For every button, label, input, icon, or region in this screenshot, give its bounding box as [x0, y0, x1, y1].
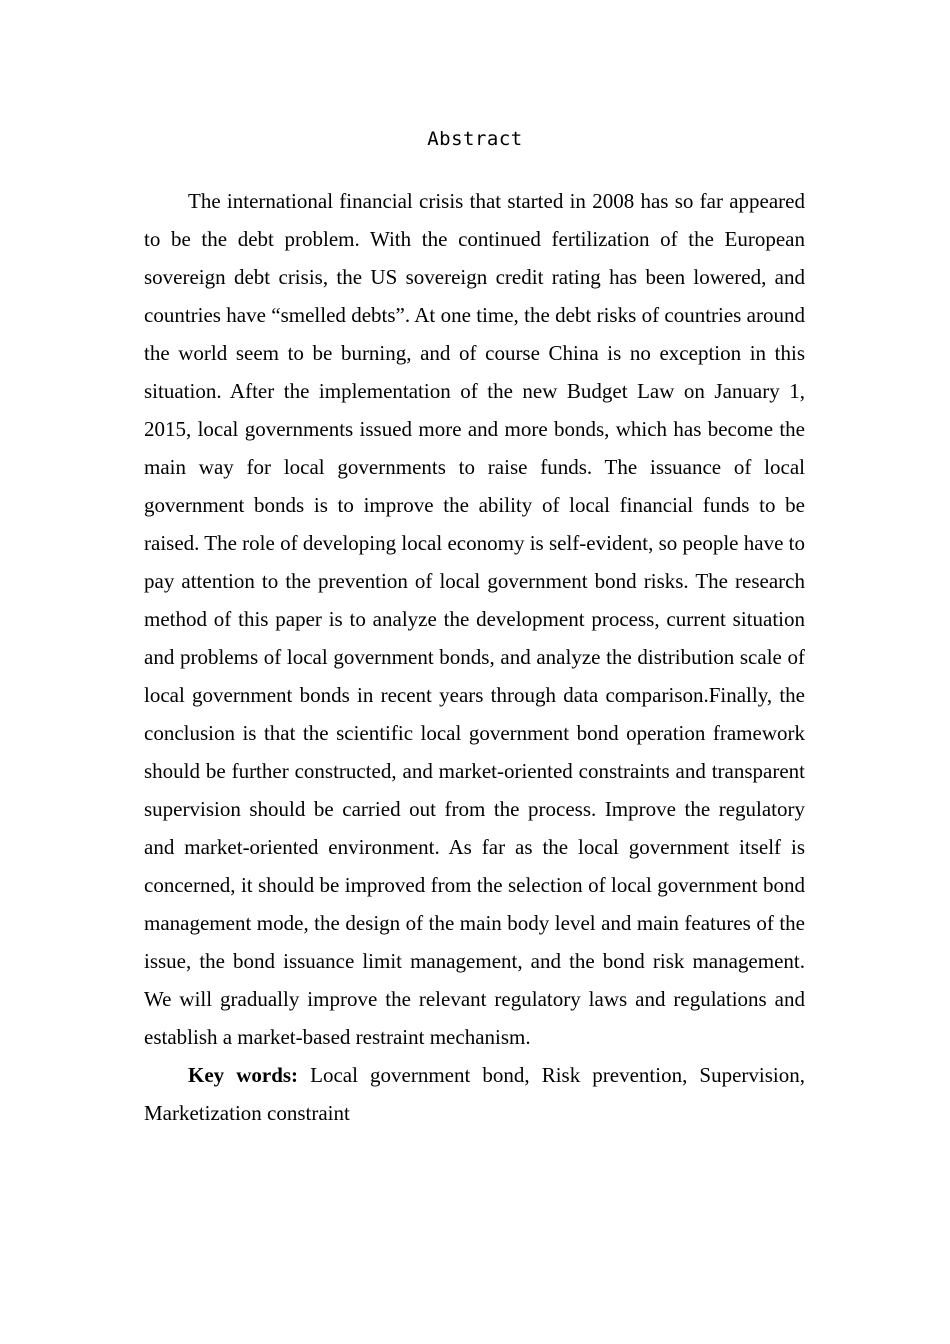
abstract-title: Abstract: [427, 128, 523, 150]
abstract-paragraph: The international financial crisis that started in 2008 has so far appeared to be the debt problem. With the continued fertilization of the European sovereign debt crisis, the US sovereign credit rating has been lowered, and countries have “smelled debts”. At one time, the debt risks of countries around the world seem to be burning, and of course China is no exception in this situation. After the implementation of the new Budget Law on January 1, 2015, local governments issued more and more bonds, which has become the main way for local governments to raise funds. The issuance of local government bonds is to improve the ability of local financial funds to be raised. The role of developing local economy is self-evident, so people have to pay attention to the prevention of local government bond risks. The research method of this paper is to analyze the development process, current situation and problems of local government bonds, and analyze the distribution scale of local government bonds in recent years through data comparison.Finally, the conclusion is that the scientific local government bond operation framework should be further constructed, and market-oriented constraints and transparent supervision should be carried out from the process. Improve the regulatory and market-oriented environment. As far as the local government itself is concerned, it should be improved from the selection of local government bond management mode, the design of the main body level and main features of the issue, the bond issuance limit management, and the bond risk management. We will gradually improve the relevant regulatory laws and regulations and establish a market-based restraint mechanism.: [144, 189, 805, 1049]
abstract-body: [144, 182, 805, 1132]
keywords-label: Key words:: [188, 1063, 299, 1087]
keywords-text: Local government bond, Risk prevention, Supervision, Marketization constraint: [144, 1063, 805, 1125]
keywords-line: [144, 1056, 805, 1132]
